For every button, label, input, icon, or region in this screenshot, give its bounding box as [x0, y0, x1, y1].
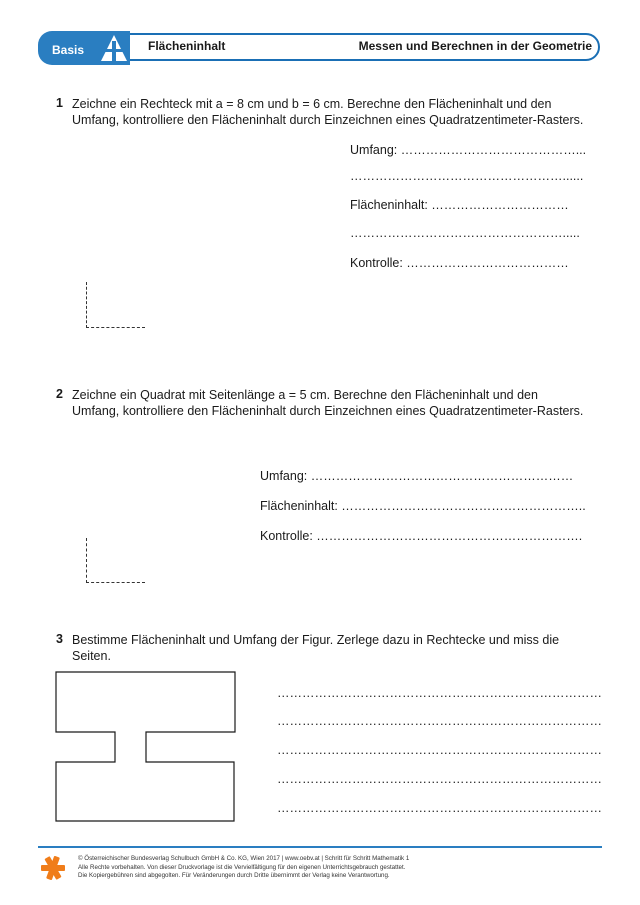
task-3-blank-line-4[interactable]: ……………………………………………………………………	[277, 772, 602, 786]
worksheet-subject: Messen und Berechnen in der Geometrie	[358, 39, 592, 53]
task-1-number: 1	[56, 96, 63, 110]
task-2-flaeche-field[interactable]: Flächeninhalt: …………………………………………………..	[260, 499, 586, 513]
footer-line-1: © Österreichischer Bundesverlag Schulbuch GmbH & Co. KG, Wien 2017 | www.oebv.at | Schritt für Schritt Mathematik 1	[78, 855, 410, 862]
task-1-drawing-corner	[86, 282, 145, 328]
task-2-text	[72, 387, 592, 419]
task-3-text	[72, 632, 592, 664]
task-1-umfang-field[interactable]: Umfang: ……………………………………...	[350, 143, 587, 157]
task-1-flaeche-field[interactable]: Flächeninhalt: ……………………………	[350, 198, 569, 212]
worksheet-topic: Flächeninhalt	[148, 39, 226, 53]
composite-figure	[54, 670, 238, 824]
task-2-drawing-corner	[86, 538, 145, 583]
task-1-text	[72, 96, 592, 128]
footer-divider	[38, 846, 602, 848]
page-header	[38, 33, 602, 63]
footer-line-2: Alle Rechte vorbehalten. Von dieser Druckvorlage ist die Vervielfältigung für den eigenen Unterrichtsgebrauch gestattet.	[78, 863, 406, 871]
task-3-blank-line-5[interactable]: ……………………………………………………………………	[277, 801, 602, 815]
task-1-line-1: Zeichne ein Rechteck mit a = 8 cm und b = 6 cm. Berechne den Flächeninhalt und den	[72, 97, 552, 111]
footer-line-3: Die Kopiergebühren sind abgegolten. Für Veränderungen durch Dritte übernimmt der Verlag keine Verantwortung.	[78, 872, 390, 879]
task-2-kontrolle-field[interactable]: Kontrolle: ……………………………………………………….	[260, 529, 583, 543]
task-3-blank-line-2[interactable]: ……………………………………………………………………	[277, 714, 602, 728]
task-3-number: 3	[56, 632, 63, 646]
task-2-number: 2	[56, 387, 63, 401]
badge-label: Basis	[52, 43, 85, 57]
publisher-logo-icon	[40, 855, 66, 881]
task-1-blank-line-1[interactable]: ……………………………………………......	[350, 169, 584, 183]
task-2-umfang-field[interactable]: Umfang: ………………………………………………………	[260, 469, 574, 483]
copyright-notice	[78, 855, 409, 881]
task-1-line-2: Umfang, kontrolliere den Flächeninhalt durch Einzeichnen eines Quadratzentimeter-Rasters.	[72, 113, 584, 127]
task-3-blank-line-3[interactable]: ……………………………………………………………………	[277, 743, 602, 757]
task-1-kontrolle-field[interactable]: Kontrolle: …………………………………	[350, 256, 569, 270]
task-3-blank-line-1[interactable]: ……………………………………………………………………	[277, 686, 602, 700]
task-3-line-2: Seiten.	[72, 649, 111, 663]
task-1-blank-line-2[interactable]: …………………………………………….....	[350, 226, 580, 240]
task-2-line-1: Zeichne ein Quadrat mit Seitenlänge a = 5 cm. Berechne den Flächeninhalt und den	[72, 388, 538, 402]
task-3-line-1: Bestimme Flächeninhalt und Umfang der Figur. Zerlege dazu in Rechtecke und miss die	[72, 633, 560, 647]
triangle-icon	[100, 33, 128, 63]
level-badge	[38, 31, 130, 65]
task-2-line-2: Umfang, kontrolliere den Flächeninhalt durch Einzeichnen eines Quadratzentimeter-Rasters.	[72, 404, 584, 418]
